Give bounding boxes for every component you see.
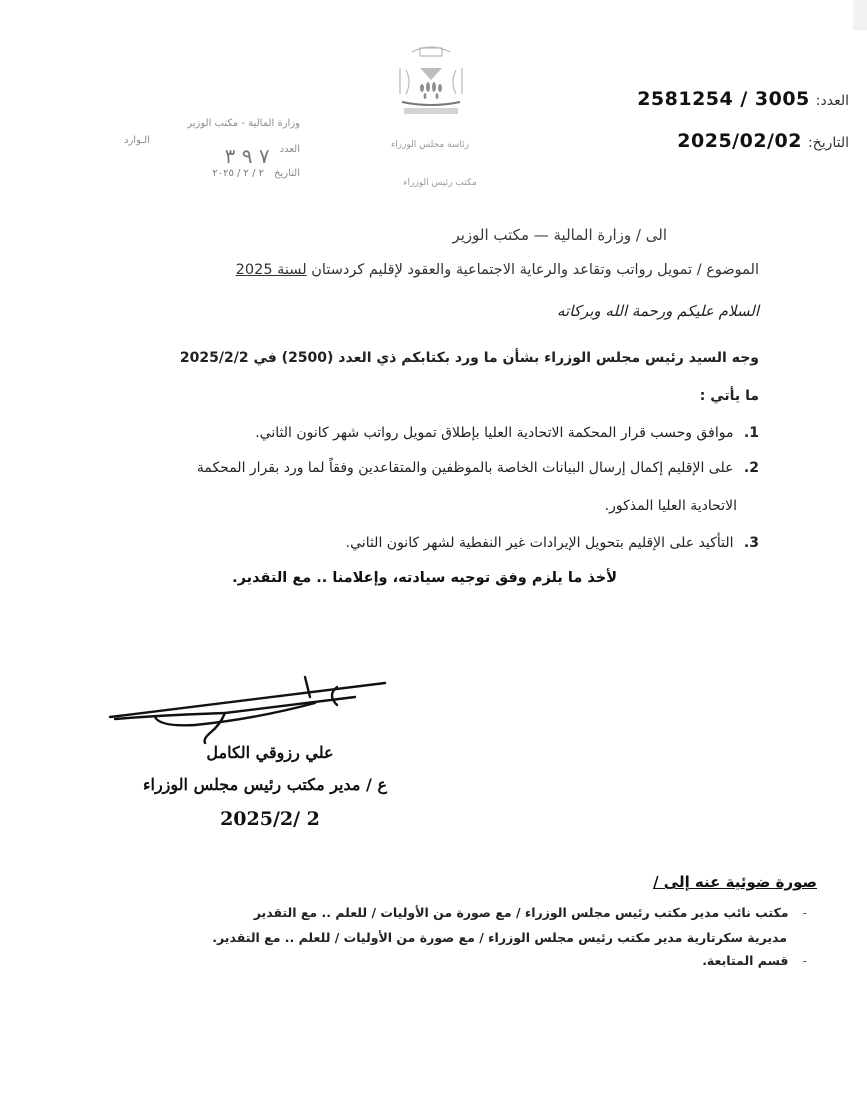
body-paragraph: وجه السيد رئيس مجلس الوزراء بشأن ما ورد بكتابكم ذي العدد (2500) في 2025/2/2 [179, 350, 759, 366]
cc-item-2 [702, 953, 807, 968]
signature-date: 2025/2/ 2 [220, 808, 320, 830]
cc-item-text: مكتب نائب مدير مكتب رئيس مجلس الوزراء / مع صورة من الأوليات / للعلم .. مع التقدير [253, 905, 789, 920]
item-number: 1. [743, 425, 759, 441]
item-number: 2. [743, 460, 759, 476]
subject-text: تمويل رواتب وتقاعد والرعاية الاجتماعية والعقود لإقليم كردستان [311, 262, 693, 278]
item-text: التأكيد على الإقليم بتحويل الإيرادات غير النفطية لشهر كانون الثاني. [345, 535, 734, 551]
reference-date-value: 2025/02/02 [677, 130, 802, 152]
reference-date-label: التاريخ: [807, 135, 849, 151]
received-stamp [20, 118, 300, 179]
closing-line: لأخذ ما يلزم وفق توجيه سيادته، وإعلامنا .. مع التقدير. [232, 570, 617, 586]
cc-title: صورة ضوئية عنه إلى / [653, 873, 817, 891]
bullet: - [802, 905, 807, 920]
addressee-line: الى / وزارة المالية — مكتب الوزير [452, 226, 667, 244]
item-text: موافق وحسب قرار المحكمة الاتحادية العليا بإطلاق تمويل رواتب شهر كانون الثاني. [255, 425, 734, 441]
bullet: - [802, 953, 807, 968]
directive-item-3 [59, 535, 759, 551]
stamp-handwritten-number: ٧ ٩ ٣ [224, 144, 270, 168]
reference-number [637, 88, 849, 110]
reference-number-value: 2581254 / 3005 [637, 88, 810, 110]
directive-item-1 [59, 425, 759, 441]
stamp-ministry: وزارة المالية - مكتب الوزير [187, 118, 300, 129]
signer-name: علي رزوقي الكامل [206, 743, 334, 762]
coat-of-arms-emblem-icon [392, 38, 470, 118]
cc-item-text: قسم المتابعة. [702, 953, 789, 968]
stamp-date-label: التاريخ [274, 168, 300, 179]
stamp-handwritten-date: ٢ / ٢ / ٢٠٢٥ [212, 168, 265, 179]
body-paragraph-continuation: ما يأتي : [699, 388, 759, 404]
cc-item-1 [254, 905, 807, 920]
cc-item-1-continuation: مديرية سكرتارية مدير مكتب رئيس مجلس الوزراء / مع صورة من الأوليات / للعلم .. مع التقدير. [212, 930, 787, 945]
header-faint-text: رئاسة مجلس الوزراء [390, 140, 470, 150]
stamp-number-label: العدد [279, 144, 300, 155]
signer-title: ع / مدير مكتب رئيس مجلس الوزراء [142, 775, 387, 794]
reference-number-label: العدد: [815, 93, 849, 109]
handwritten-signature-icon [105, 675, 395, 745]
directive-item-2 [59, 460, 759, 476]
directive-item-2-continuation: الاتحادية العليا المذكور. [604, 498, 737, 514]
scan-edge-artifact [853, 0, 867, 30]
greeting: السلام عليكم ورحمة الله وبركاته [557, 302, 759, 320]
item-number: 3. [743, 535, 759, 551]
subject-line [109, 262, 759, 278]
stamp-incoming: الـوارد [124, 135, 150, 146]
subject-year: لسنة 2025 [235, 262, 307, 278]
subject-prefix: الموضوع / [692, 262, 759, 278]
reference-date [677, 130, 849, 152]
item-text: على الإقليم إكمال إرسال البيانات الخاصة بالموظفين والمتقاعدين وفقاً لما ورد بقرار المحكمة [196, 460, 734, 476]
header-faint-subtext: مكتب رئيس الوزراء [403, 178, 477, 188]
